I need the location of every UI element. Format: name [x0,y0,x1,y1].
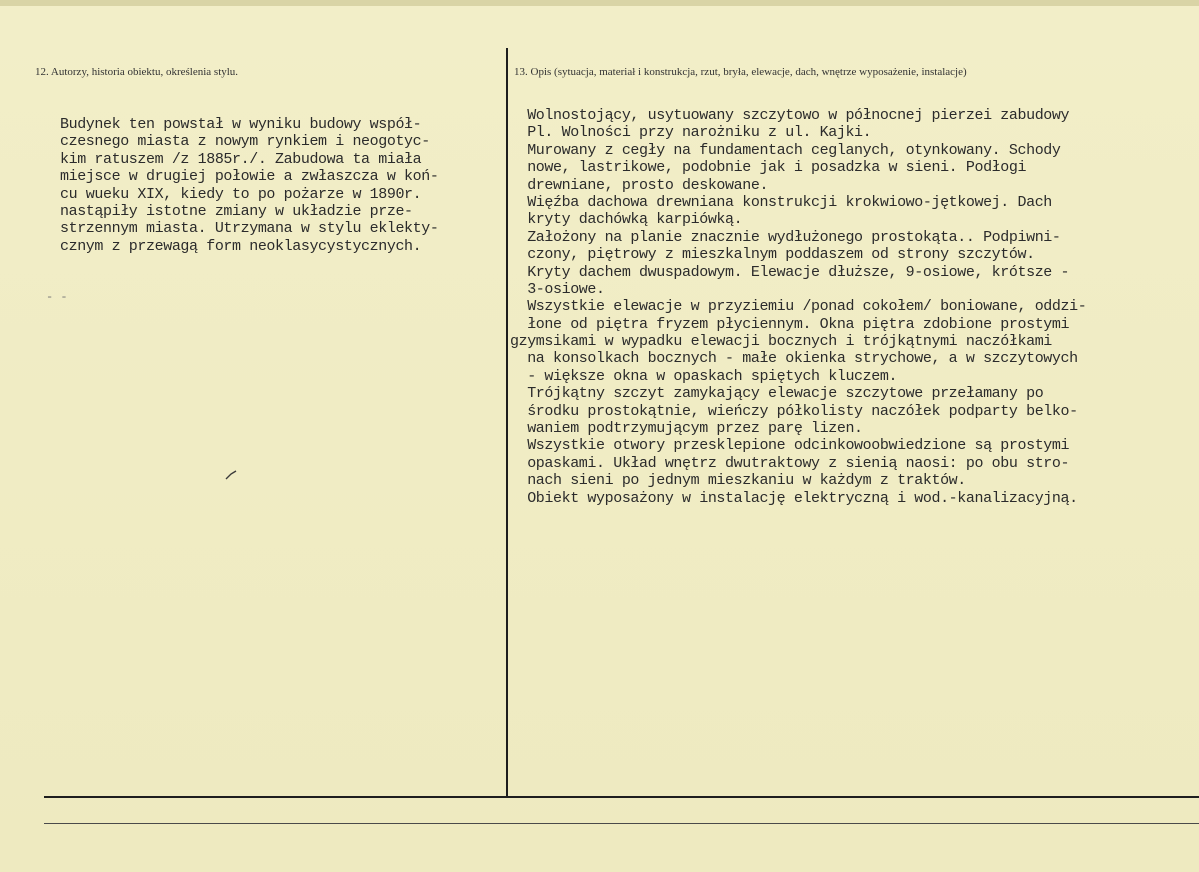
text-line: czesnego miasta z nowym rynkiem i neogotyc- [60,133,430,151]
text-line: czony, piętrowy z mieszkalnym poddaszem od strony szczytów. [510,246,1035,264]
text-line: łone od piętra fryzem płyciennym. Okna piętra zdobione prostymi [510,315,1070,333]
text-line: nastąpiły istotne zmiany w układzie prze- [60,202,413,220]
text-line: na konsolkach bocznych - małe okienka strychowe, a w szczytowych [510,350,1078,368]
text-line: cznym z przewagą form neoklasycystycznych. [60,237,422,255]
text-line: gzymsikami w wypadku elewacji bocznych i trójkątnymi naczółkami [510,333,1052,351]
text-line: drewniane, prosto deskowane. [510,176,769,194]
text-line: - większe okna w opaskach spiętych kluczem. [510,367,898,385]
section-12-heading: 12. Autorzy, historia obiektu, określenia stylu. [35,66,239,78]
text-line: Więźba dachowa drewniana konstrukcji krokwiowo-jętkowej. Dach [510,193,1052,211]
text-line: Pl. Wolności przy narożniku z ul. Kajki. [510,124,872,142]
text-line: Kryty dachem dwuspadowym. Elewacje dłuższe, 9-osiowe, krótsze - [510,263,1070,281]
text-line: Założony na planie znacznie wydłużonego prostokąta.. Podpiwni- [510,228,1061,246]
text-line: kryty dachówką karpiówką. [510,211,743,229]
faint-dash-mark: - - [46,290,68,304]
section-12-text [60,116,438,255]
text-line: Wszystkie otwory przesklepione odcinkowoobwiedzione są prostymi [510,437,1070,455]
text-line: nach sieni po jednym mieszkaniu w każdym z traktów. [510,472,966,490]
text-line: nowe, lastrikowe, podobnie jak i posadzka w sieni. Podłogi [510,159,1027,177]
text-line: Wszystkie elewacje w przyziemiu /ponad cokołem/ boniowane, oddzi- [510,298,1087,316]
bottom-rule-thin [44,823,1199,824]
section-13-heading: 13. Opis (sytuacja, materiał i konstrukcja, rzut, bryła, elewacje, dach, wnętrze wyposażenie, instalacje) [514,66,967,78]
text-line: środku prostokątnie, wieńczy półkolisty naczółek podparty belko- [510,402,1078,420]
text-line: Trójkątny szczyt zamykający elewacje szczytowe przełamany po [510,385,1044,403]
column-divider [506,48,508,796]
pen-tick-mark [224,468,238,482]
bottom-rule [44,796,1199,798]
text-line: 3-osiowe. [510,280,605,298]
text-line: opaskami. Układ wnętrz dwutraktowy z sienią naosi: po obu stro- [510,454,1070,472]
text-line: Wolnostojący, usytuowany szczytowo w północnej pierzei zabudowy [510,107,1070,124]
text-line: Murowany z cegły na fundamentach ceglanych, otynkowany. Schody [510,141,1061,159]
card-top-edge [0,0,1199,6]
text-line: cu wueku XIX, kiedy to po pożarze w 1890r. [60,185,422,203]
text-line: miejsce w drugiej połowie a zwłaszcza w koń- [60,168,439,186]
text-line: waniem podtrzymującym przez parę lizen. [510,420,863,438]
text-line: Obiekt wyposażony w instalację elektryczną i wod.-kanalizacyjną. [510,489,1078,507]
text-line: kim ratuszem /z 1885r./. Zabudowa ta miała [60,150,422,168]
section-13-text [510,107,1086,507]
text-line: strzennym miasta. Utrzymana w stylu eklekty- [60,220,439,238]
text-line: Budynek ten powstał w wyniku budowy współ- [60,116,422,133]
